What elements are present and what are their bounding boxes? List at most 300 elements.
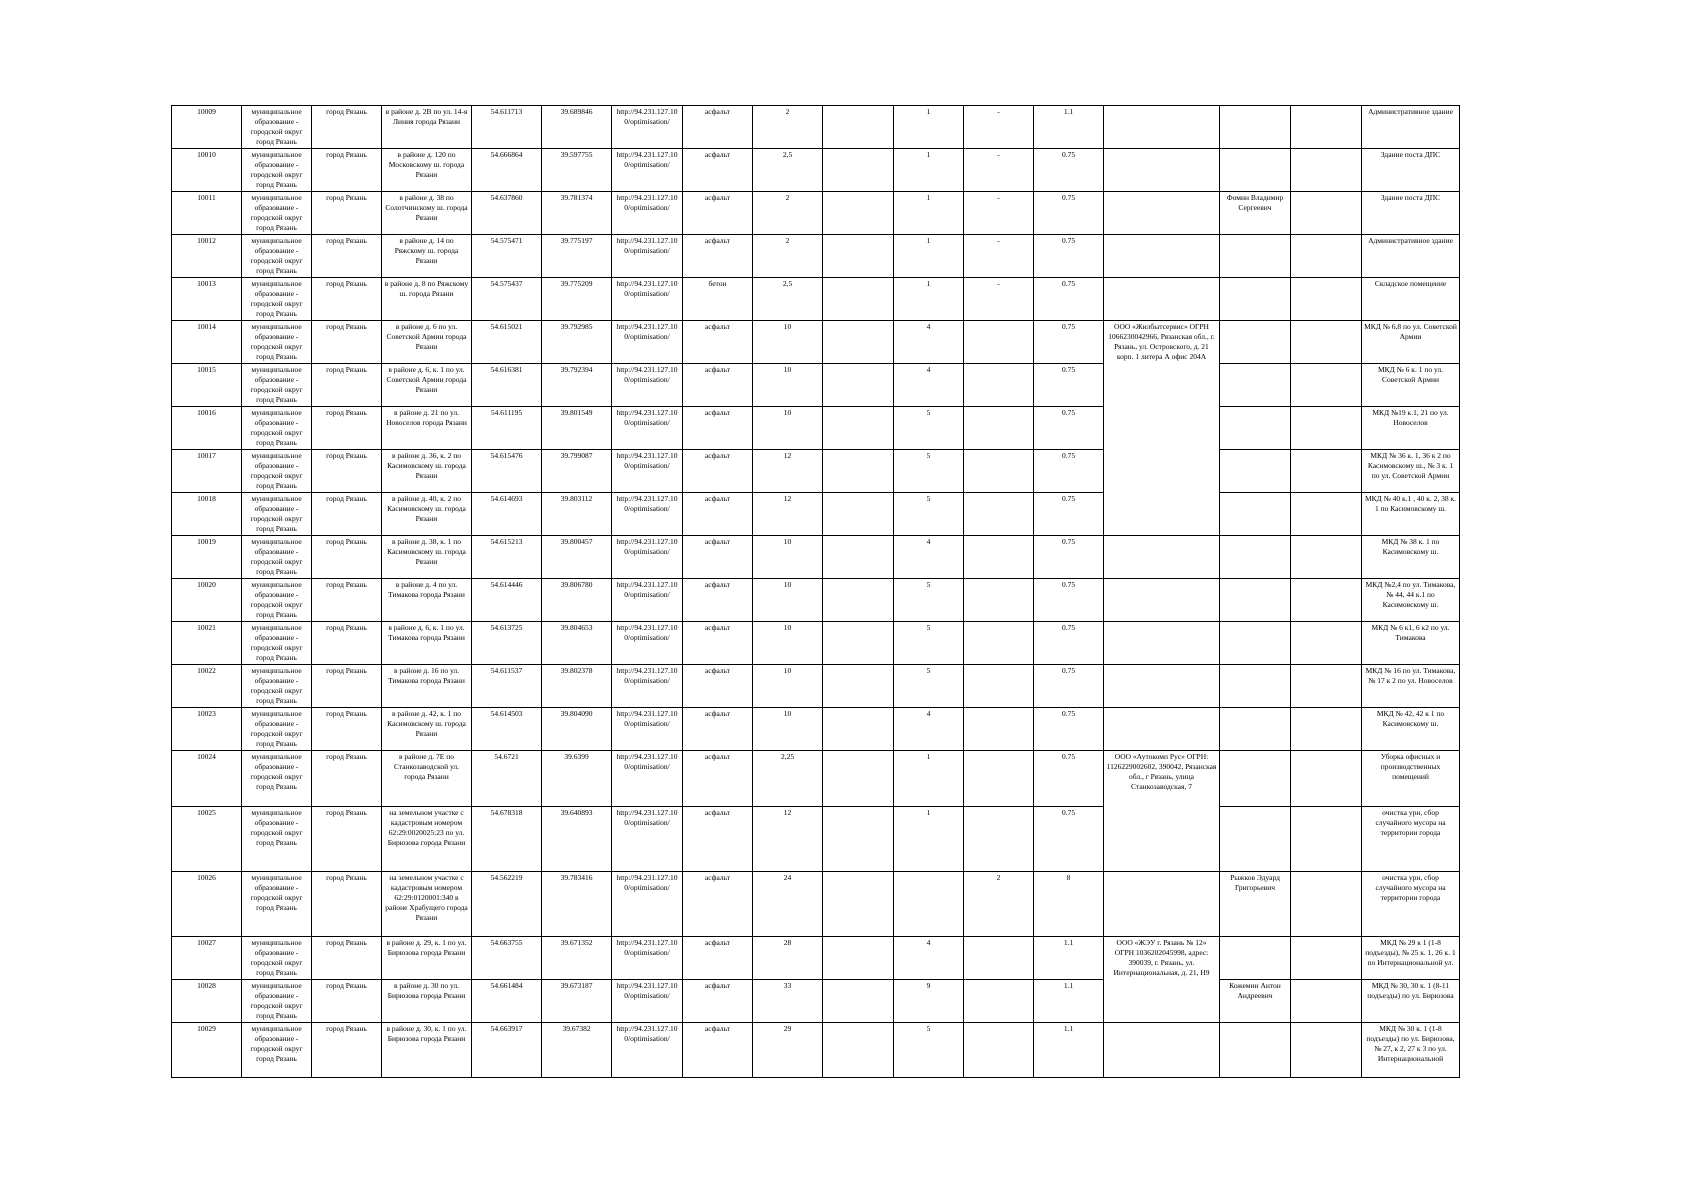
cell-settlement: город Рязань <box>312 450 382 493</box>
registry-body <box>172 106 1460 1078</box>
cell-surface-type: асфальт <box>683 450 753 493</box>
cell-bunker-count <box>964 579 1034 622</box>
cell-area: 2 <box>753 106 823 149</box>
cell-container-volume: 0.75 <box>1034 278 1104 321</box>
cell-municipality: муниципальное образование - городской округ город Рязань <box>242 751 312 807</box>
cell-col-16 <box>1291 450 1362 493</box>
cell-settlement: город Рязань <box>312 364 382 407</box>
cell-col-16 <box>1291 278 1362 321</box>
cell-latitude: 54.661484 <box>472 980 542 1023</box>
cell-col-10 <box>823 450 894 493</box>
cell-municipality: муниципальное образование - городской округ город Рязань <box>242 980 312 1023</box>
cell-col-16 <box>1291 708 1362 751</box>
cell-col-16 <box>1291 192 1362 235</box>
cell-surface-type: асфальт <box>683 872 753 937</box>
cell-municipality: муниципальное образование - городской округ город Рязань <box>242 321 312 364</box>
cell-municipality: муниципальное образование - городской округ город Рязань <box>242 536 312 579</box>
cell-municipality: муниципальное образование - городской округ город Рязань <box>242 149 312 192</box>
cell-map-link: http://94.231.127.10 0/optimisation/ <box>612 106 683 149</box>
cell-municipality: муниципальное образование - городской округ город Рязань <box>242 665 312 708</box>
table-row <box>172 192 1460 235</box>
cell-container-count: 5 <box>894 407 964 450</box>
cell-col-10 <box>823 937 894 980</box>
table-row <box>172 364 1460 407</box>
cell-map-link: http://94.231.127.10 0/optimisation/ <box>612 149 683 192</box>
cell-contact-person <box>1220 937 1291 980</box>
cell-bunker-count <box>964 665 1034 708</box>
cell-map-link: http://94.231.127.10 0/optimisation/ <box>612 807 683 872</box>
cell-col-10 <box>823 493 894 536</box>
cell-contact-person <box>1220 536 1291 579</box>
cell-latitude: 54.611537 <box>472 665 542 708</box>
cell-col-16 <box>1291 235 1362 278</box>
cell-container-volume: 1.1 <box>1034 980 1104 1023</box>
cell-latitude: 54.614446 <box>472 579 542 622</box>
cell-col-16 <box>1291 364 1362 407</box>
cell-latitude: 54.637860 <box>472 192 542 235</box>
cell-longitude: 39.806780 <box>542 579 612 622</box>
cell-area: 10 <box>753 622 823 665</box>
cell-map-link: http://94.231.127.10 0/optimisation/ <box>612 493 683 536</box>
cell-col-16 <box>1291 106 1362 149</box>
cell-container-count: 1 <box>894 278 964 321</box>
cell-record-number: 10026 <box>172 872 242 937</box>
cell-col-10 <box>823 321 894 364</box>
table-row <box>172 1023 1460 1078</box>
cell-location-description: в районе д. 6, к. 1 по ул. Советской Армии города Рязани <box>382 364 472 407</box>
cell-record-number: 10014 <box>172 321 242 364</box>
cell-municipality: муниципальное образование - городской округ город Рязань <box>242 622 312 665</box>
cell-location-description: на земельном участке с кадастровым номером 62:29:0020025:23 по ул. Бирюзова города Рязани <box>382 807 472 872</box>
cell-container-count: 1 <box>894 192 964 235</box>
cell-longitude: 39.689846 <box>542 106 612 149</box>
cell-map-link: http://94.231.127.10 0/optimisation/ <box>612 407 683 450</box>
cell-municipality: муниципальное образование - городской округ город Рязань <box>242 493 312 536</box>
cell-map-link: http://94.231.127.10 0/optimisation/ <box>612 536 683 579</box>
cell-longitude: 39.792985 <box>542 321 612 364</box>
table-row <box>172 407 1460 450</box>
cell-surface-type: асфальт <box>683 235 753 278</box>
cell-longitude: 39.783416 <box>542 872 612 937</box>
cell-contact-person <box>1220 450 1291 493</box>
cell-settlement: город Рязань <box>312 278 382 321</box>
cell-container-count: 1 <box>894 235 964 278</box>
cell-col-16 <box>1291 579 1362 622</box>
cell-col-16 <box>1291 807 1362 872</box>
cell-container-count: 1 <box>894 807 964 872</box>
cell-municipality: муниципальное образование - городской округ город Рязань <box>242 1023 312 1078</box>
cell-col-10 <box>823 536 894 579</box>
table-row <box>172 980 1460 1023</box>
cell-longitude: 39.804653 <box>542 622 612 665</box>
cell-waste-source: Складское помещение <box>1362 278 1460 321</box>
table-row <box>172 149 1460 192</box>
cell-contact-person <box>1220 665 1291 708</box>
cell-organization-info: ООО «ЖЭУ г. Рязань № 12» ОГРН 1036202045998, адрес: 390039, г. Рязань, ул. Интернациональная, д. 21, Н9 <box>1104 937 1220 1023</box>
cell-bunker-count <box>964 407 1034 450</box>
cell-area: 2 <box>753 192 823 235</box>
cell-container-volume: 0.75 <box>1034 807 1104 872</box>
cell-record-number: 10025 <box>172 807 242 872</box>
cell-longitude: 39.800457 <box>542 536 612 579</box>
cell-organization-info <box>1104 235 1220 278</box>
cell-bunker-count <box>964 708 1034 751</box>
cell-municipality: муниципальное образование - городской округ город Рязань <box>242 106 312 149</box>
cell-location-description: в районе д. 21 по ул. Новоселов города Рязани <box>382 407 472 450</box>
cell-settlement: город Рязань <box>312 1023 382 1078</box>
cell-contact-person <box>1220 579 1291 622</box>
cell-latitude: 54.615021 <box>472 321 542 364</box>
cell-bunker-count: 2 <box>964 872 1034 937</box>
cell-col-10 <box>823 579 894 622</box>
cell-area: 2 <box>753 235 823 278</box>
cell-container-count <box>894 872 964 937</box>
cell-area: 33 <box>753 980 823 1023</box>
cell-contact-person <box>1220 807 1291 872</box>
cell-container-volume: 1.1 <box>1034 937 1104 980</box>
cell-container-volume: 0.75 <box>1034 235 1104 278</box>
cell-latitude: 54.6721 <box>472 751 542 807</box>
cell-bunker-count <box>964 807 1034 872</box>
cell-latitude: 54.616381 <box>472 364 542 407</box>
cell-municipality: муниципальное образование - городской округ город Рязань <box>242 364 312 407</box>
cell-location-description: в районе д. 16 по ул. Тимакова города Рязани <box>382 665 472 708</box>
cell-settlement: город Рязань <box>312 407 382 450</box>
cell-col-16 <box>1291 872 1362 937</box>
cell-bunker-count <box>964 937 1034 980</box>
cell-map-link: http://94.231.127.10 0/optimisation/ <box>612 1023 683 1078</box>
cell-settlement: город Рязань <box>312 149 382 192</box>
cell-bunker-count: - <box>964 149 1034 192</box>
cell-map-link: http://94.231.127.10 0/optimisation/ <box>612 872 683 937</box>
cell-bunker-count: - <box>964 235 1034 278</box>
cell-location-description: в районе д. 120 по Московскому ш. города Рязани <box>382 149 472 192</box>
cell-container-count: 1 <box>894 106 964 149</box>
cell-waste-source: МКД № 42, 42 к 1 по Касимовскому ш. <box>1362 708 1460 751</box>
cell-container-volume: 0.75 <box>1034 579 1104 622</box>
cell-waste-source: МКД № 6 к. 1 по ул. Советской Армии <box>1362 364 1460 407</box>
cell-map-link: http://94.231.127.10 0/optimisation/ <box>612 937 683 980</box>
cell-map-link: http://94.231.127.10 0/optimisation/ <box>612 980 683 1023</box>
cell-location-description: в районе д. 30 по ул. Бирюзова города Рязани <box>382 980 472 1023</box>
cell-col-16 <box>1291 536 1362 579</box>
cell-record-number: 10021 <box>172 622 242 665</box>
cell-settlement: город Рязань <box>312 235 382 278</box>
cell-contact-person <box>1220 708 1291 751</box>
cell-surface-type: асфальт <box>683 407 753 450</box>
cell-latitude: 54.663917 <box>472 1023 542 1078</box>
cell-area: 10 <box>753 579 823 622</box>
table-row <box>172 807 1460 872</box>
cell-record-number: 10027 <box>172 937 242 980</box>
cell-surface-type: асфальт <box>683 106 753 149</box>
cell-bunker-count <box>964 364 1034 407</box>
cell-bunker-count <box>964 622 1034 665</box>
cell-bunker-count: - <box>964 192 1034 235</box>
cell-longitude: 39.671352 <box>542 937 612 980</box>
cell-latitude: 54.611713 <box>472 106 542 149</box>
cell-municipality: муниципальное образование - городской округ город Рязань <box>242 872 312 937</box>
cell-area: 10 <box>753 536 823 579</box>
cell-longitude: 39.67382 <box>542 1023 612 1078</box>
cell-organization-info <box>1104 872 1220 937</box>
table-row <box>172 536 1460 579</box>
cell-settlement: город Рязань <box>312 622 382 665</box>
cell-waste-source: МКД № 6 к1, 6 к2 по ул. Тимакова <box>1362 622 1460 665</box>
cell-container-volume: 0.75 <box>1034 192 1104 235</box>
cell-contact-person: Рыжков Эдуард Григорьевич <box>1220 872 1291 937</box>
cell-municipality: муниципальное образование - городской округ город Рязань <box>242 579 312 622</box>
cell-area: 29 <box>753 1023 823 1078</box>
cell-longitude: 39.775209 <box>542 278 612 321</box>
cell-surface-type: асфальт <box>683 536 753 579</box>
cell-surface-type: асфальт <box>683 807 753 872</box>
cell-location-description: в районе д. 29, к. 1 по ул. Бирюзова города Рязани <box>382 937 472 980</box>
cell-surface-type: асфальт <box>683 980 753 1023</box>
cell-map-link: http://94.231.127.10 0/optimisation/ <box>612 579 683 622</box>
cell-waste-source: МКД № 6,8 по ул. Советской Армии <box>1362 321 1460 364</box>
table-row <box>172 872 1460 937</box>
cell-record-number: 10019 <box>172 536 242 579</box>
cell-col-10 <box>823 980 894 1023</box>
table-row <box>172 751 1460 807</box>
cell-organization-info <box>1104 665 1220 708</box>
cell-container-count: 1 <box>894 751 964 807</box>
cell-longitude: 39.640893 <box>542 807 612 872</box>
cell-container-volume: 0.75 <box>1034 536 1104 579</box>
cell-map-link: http://94.231.127.10 0/optimisation/ <box>612 235 683 278</box>
cell-organization-info <box>1104 149 1220 192</box>
cell-col-16 <box>1291 622 1362 665</box>
cell-col-10 <box>823 192 894 235</box>
cell-waste-source: МКД №2,4 по ул. Тимакова, № 44, 44 к.1 по Касимовскому ш. <box>1362 579 1460 622</box>
cell-container-count: 5 <box>894 450 964 493</box>
cell-area: 10 <box>753 407 823 450</box>
cell-waste-source: МКД № 38 к. 1 по Касимовскому ш. <box>1362 536 1460 579</box>
cell-location-description: в районе д. 40, к. 2 по Касимовскому ш. города Рязани <box>382 493 472 536</box>
cell-record-number: 10029 <box>172 1023 242 1078</box>
cell-surface-type: асфальт <box>683 937 753 980</box>
cell-container-count: 4 <box>894 364 964 407</box>
cell-organization-info <box>1104 278 1220 321</box>
cell-latitude: 54.614503 <box>472 708 542 751</box>
cell-area: 28 <box>753 937 823 980</box>
cell-organization-info <box>1104 708 1220 751</box>
cell-col-16 <box>1291 937 1362 980</box>
cell-contact-person <box>1220 106 1291 149</box>
cell-col-16 <box>1291 1023 1362 1078</box>
cell-municipality: муниципальное образование - городской округ город Рязань <box>242 937 312 980</box>
cell-latitude: 54.678318 <box>472 807 542 872</box>
cell-contact-person <box>1220 407 1291 450</box>
table-row <box>172 579 1460 622</box>
cell-municipality: муниципальное образование - городской округ город Рязань <box>242 807 312 872</box>
cell-contact-person: Кожемин Антон Андреевич <box>1220 980 1291 1023</box>
cell-contact-person <box>1220 364 1291 407</box>
cell-col-16 <box>1291 751 1362 807</box>
cell-surface-type: бетон <box>683 278 753 321</box>
cell-longitude: 39.803112 <box>542 493 612 536</box>
cell-col-10 <box>823 106 894 149</box>
cell-organization-info <box>1104 1023 1220 1078</box>
cell-col-10 <box>823 872 894 937</box>
cell-contact-person <box>1220 751 1291 807</box>
cell-record-number: 10018 <box>172 493 242 536</box>
cell-settlement: город Рязань <box>312 321 382 364</box>
cell-col-10 <box>823 622 894 665</box>
cell-organization-info <box>1104 536 1220 579</box>
cell-area: 2,5 <box>753 149 823 192</box>
cell-record-number: 10028 <box>172 980 242 1023</box>
cell-container-count: 5 <box>894 493 964 536</box>
cell-settlement: город Рязань <box>312 579 382 622</box>
cell-container-count: 4 <box>894 321 964 364</box>
cell-organization-info <box>1104 622 1220 665</box>
cell-area: 24 <box>753 872 823 937</box>
cell-col-10 <box>823 149 894 192</box>
cell-organization-info <box>1104 579 1220 622</box>
table-row <box>172 106 1460 149</box>
cell-longitude: 39.781374 <box>542 192 612 235</box>
cell-record-number: 10013 <box>172 278 242 321</box>
cell-record-number: 10017 <box>172 450 242 493</box>
cell-container-volume: 1.1 <box>1034 1023 1104 1078</box>
cell-contact-person <box>1220 149 1291 192</box>
cell-settlement: город Рязань <box>312 192 382 235</box>
cell-col-10 <box>823 407 894 450</box>
cell-col-16 <box>1291 149 1362 192</box>
cell-map-link: http://94.231.127.10 0/optimisation/ <box>612 450 683 493</box>
cell-longitude: 39.799087 <box>542 450 612 493</box>
cell-settlement: город Рязань <box>312 665 382 708</box>
cell-container-volume: 0.75 <box>1034 364 1104 407</box>
cell-waste-source: МКД № 30, 30 к. 1 (8-11 подъезды) по ул. Бирюзова <box>1362 980 1460 1023</box>
cell-area: 2,25 <box>753 751 823 807</box>
table-row <box>172 235 1460 278</box>
cell-container-count: 9 <box>894 980 964 1023</box>
cell-col-16 <box>1291 321 1362 364</box>
cell-area: 10 <box>753 321 823 364</box>
cell-area: 10 <box>753 708 823 751</box>
cell-longitude: 39.792394 <box>542 364 612 407</box>
cell-longitude: 39.6399 <box>542 751 612 807</box>
cell-location-description: в районе д. 42, к. 1 по Касимовскому ш. города Рязани <box>382 708 472 751</box>
cell-surface-type: асфальт <box>683 493 753 536</box>
cell-col-10 <box>823 278 894 321</box>
cell-organization-info <box>1104 192 1220 235</box>
cell-latitude: 54.614693 <box>472 493 542 536</box>
cell-waste-source: МКД № 30 к. 1 (1-8 подъезды) по ул. Бирюзова, № 27, к 2, 27 к 3 по ул. Интернациональной <box>1362 1023 1460 1078</box>
cell-latitude: 54.575471 <box>472 235 542 278</box>
cell-latitude: 54.562219 <box>472 872 542 937</box>
cell-surface-type: асфальт <box>683 321 753 364</box>
cell-settlement: город Рязань <box>312 493 382 536</box>
cell-latitude: 54.666864 <box>472 149 542 192</box>
cell-waste-source: Здание поста ДПС <box>1362 149 1460 192</box>
table-row <box>172 278 1460 321</box>
cell-area: 12 <box>753 807 823 872</box>
cell-area: 10 <box>753 665 823 708</box>
cell-area: 12 <box>753 450 823 493</box>
cell-area: 12 <box>753 493 823 536</box>
cell-longitude: 39.802378 <box>542 665 612 708</box>
cell-location-description: в районе д. 38 по Солотчинскому ш. города Рязани <box>382 192 472 235</box>
cell-location-description: в районе д. 6, к. 1 по ул. Тимакова города Рязани <box>382 622 472 665</box>
cell-col-16 <box>1291 407 1362 450</box>
cell-waste-source: Здание поста ДПС <box>1362 192 1460 235</box>
cell-longitude: 39.775197 <box>542 235 612 278</box>
cell-municipality: муниципальное образование - городской округ город Рязань <box>242 450 312 493</box>
table-row <box>172 708 1460 751</box>
cell-latitude: 54.663755 <box>472 937 542 980</box>
cell-container-count: 5 <box>894 579 964 622</box>
table-row <box>172 493 1460 536</box>
cell-col-16 <box>1291 493 1362 536</box>
cell-record-number: 10023 <box>172 708 242 751</box>
cell-area: 10 <box>753 364 823 407</box>
cell-container-count: 1 <box>894 149 964 192</box>
cell-contact-person <box>1220 622 1291 665</box>
cell-container-volume: 0.75 <box>1034 149 1104 192</box>
cell-location-description: на земельном участке с кадастровым номером 62:29:0120001:340 в районе Храбущего города Рязани <box>382 872 472 937</box>
table-row <box>172 665 1460 708</box>
cell-map-link: http://94.231.127.10 0/optimisation/ <box>612 321 683 364</box>
cell-container-count: 4 <box>894 708 964 751</box>
cell-location-description: в районе д. 38, к. 1 по Касимовскому ш. города Рязани <box>382 536 472 579</box>
cell-municipality: муниципальное образование - городской округ город Рязань <box>242 278 312 321</box>
cell-col-10 <box>823 665 894 708</box>
cell-waste-source: очистка урн, сбор случайного мусора на территории города <box>1362 807 1460 872</box>
cell-municipality: муниципальное образование - городской округ город Рязань <box>242 407 312 450</box>
cell-container-volume: 1.1 <box>1034 106 1104 149</box>
cell-map-link: http://94.231.127.10 0/optimisation/ <box>612 665 683 708</box>
cell-latitude: 54.575437 <box>472 278 542 321</box>
cell-municipality: муниципальное образование - городской округ город Рязань <box>242 235 312 278</box>
cell-longitude: 39.801549 <box>542 407 612 450</box>
cell-container-count: 4 <box>894 937 964 980</box>
cell-container-volume: 0.75 <box>1034 450 1104 493</box>
cell-waste-source: Административное здание <box>1362 106 1460 149</box>
table-row <box>172 450 1460 493</box>
table-row <box>172 937 1460 980</box>
cell-container-volume: 0.75 <box>1034 708 1104 751</box>
cell-container-count: 5 <box>894 665 964 708</box>
cell-municipality: муниципальное образование - городской округ город Рязань <box>242 192 312 235</box>
cell-bunker-count <box>964 493 1034 536</box>
cell-location-description: в районе д. 2В по ул. 14-я Линия города Рязани <box>382 106 472 149</box>
cell-col-10 <box>823 708 894 751</box>
cell-record-number: 10020 <box>172 579 242 622</box>
cell-surface-type: асфальт <box>683 579 753 622</box>
cell-latitude: 54.615476 <box>472 450 542 493</box>
cell-col-16 <box>1291 665 1362 708</box>
cell-organization-info: ООО «Жилбытсервис» ОГРН 1066230042966, Рязанская обл., г. Рязань, ул. Островского, д. 21 корп. 1 литера А офис 204А <box>1104 321 1220 536</box>
table-row <box>172 321 1460 364</box>
cell-contact-person <box>1220 235 1291 278</box>
cell-container-volume: 0.75 <box>1034 321 1104 364</box>
cell-surface-type: асфальт <box>683 665 753 708</box>
cell-organization-info <box>1104 106 1220 149</box>
cell-waste-source: МКД № 40 к.1 , 40 к. 2, 38 к. 1 по Касимовскому ш. <box>1362 493 1460 536</box>
cell-map-link: http://94.231.127.10 0/optimisation/ <box>612 278 683 321</box>
cell-surface-type: асфальт <box>683 708 753 751</box>
cell-record-number: 10015 <box>172 364 242 407</box>
cell-longitude: 39.804090 <box>542 708 612 751</box>
cell-settlement: город Рязань <box>312 937 382 980</box>
cell-record-number: 10009 <box>172 106 242 149</box>
cell-container-count: 5 <box>894 1023 964 1078</box>
cell-surface-type: асфальт <box>683 1023 753 1078</box>
